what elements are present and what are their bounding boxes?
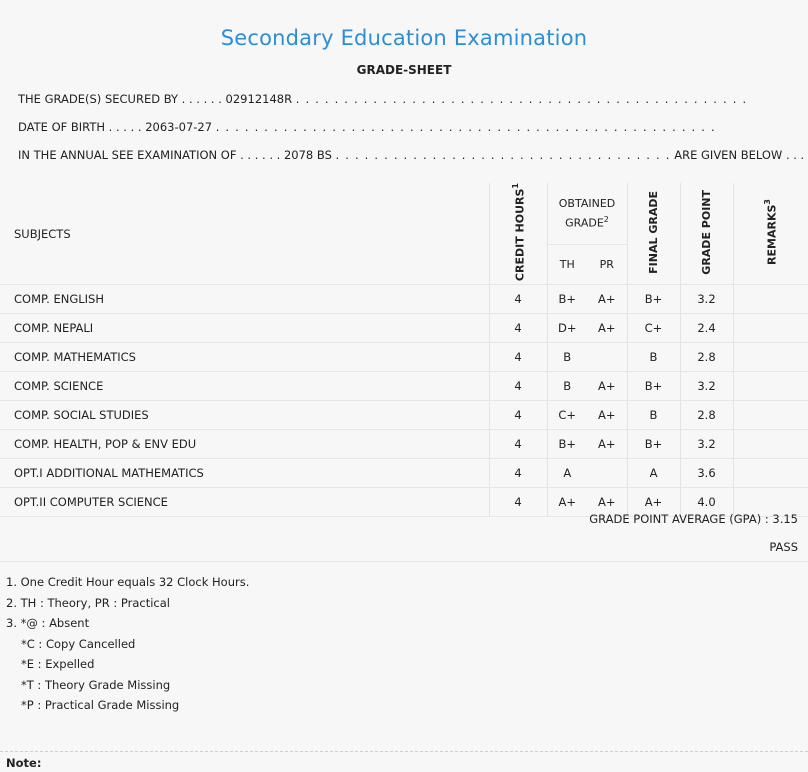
exam-label: IN THE ANNUAL SEE EXAMINATION OF . . . . . . — [18, 148, 281, 162]
table-row — [0, 314, 808, 343]
practical-grade-cell: A+ — [587, 285, 627, 314]
remarks-cell — [733, 459, 808, 488]
gpa-summary — [589, 512, 798, 526]
dob-value: 2063-07-27 — [145, 120, 213, 134]
theory-grade-cell: B+ — [547, 430, 587, 459]
theory-grade-cell: A+ — [547, 488, 587, 517]
footnote-item: 3. *@ : Absent — [6, 616, 90, 630]
practical-grade-cell — [587, 343, 627, 372]
footnote-item: *T : Theory Grade Missing — [21, 677, 171, 692]
final-grade-cell: B — [627, 401, 680, 430]
grade-point-cell: 3.2 — [680, 430, 733, 459]
final-grade-cell: A — [627, 459, 680, 488]
grades-table-container — [0, 183, 808, 517]
theory-grade-cell: B — [547, 372, 587, 401]
subject-cell: OPT.II COMPUTER SCIENCE — [0, 488, 489, 517]
footnotes — [6, 572, 249, 716]
practical-grade-cell: A+ — [587, 488, 627, 517]
subject-cell: COMP. NEPALI — [0, 314, 489, 343]
practical-grade-cell: A+ — [587, 401, 627, 430]
dot-leader: . . . . . . . . . . . . . . . . . . . . . . . . . . . . . . . . . . . — [335, 148, 671, 162]
practical-grade-cell: A+ — [587, 314, 627, 343]
grade-point-cell: 3.2 — [680, 285, 733, 314]
subject-cell: COMP. SCIENCE — [0, 372, 489, 401]
dot-leader: . . . . . . . . . . . . . . . . . . . . . . . . . . . . . . . . . . . . . . . . . . . . . . . . . . . . — [215, 120, 716, 134]
table-row — [0, 459, 808, 488]
credit-hours-cell: 4 — [489, 488, 547, 517]
footnote-item: 2. TH : Theory, PR : Practical — [6, 595, 170, 610]
page-title: Secondary Education Examination — [220, 26, 588, 50]
header-remarks: REMARKS$^3$ — [733, 183, 808, 285]
final-grade-cell: B+ — [627, 372, 680, 401]
dob-line — [18, 120, 716, 134]
grade-sheet-heading: GRADE-SHEET — [356, 63, 452, 77]
grade-point-cell: 4.0 — [680, 488, 733, 517]
final-grade-cell: A+ — [627, 488, 680, 517]
final-grade-cell: B — [627, 343, 680, 372]
header-obtained-grade: OBTAINED GRADE$^2$ — [547, 183, 627, 244]
grade-point-cell: 2.8 — [680, 343, 733, 372]
credit-hours-cell: 4 — [489, 459, 547, 488]
credit-hours-cell: 4 — [489, 314, 547, 343]
table-row — [0, 401, 808, 430]
remarks-cell — [733, 372, 808, 401]
remarks-cell — [733, 285, 808, 314]
exam-line — [18, 148, 804, 162]
dob-label: DATE OF BIRTH . . . . . — [18, 120, 142, 134]
credit-hours-cell: 4 — [489, 401, 547, 430]
footnote-item: 1. One Credit Hour equals 32 Clock Hours. — [6, 575, 250, 589]
dot-leader: . . . . . . . . . . . . . . . . . . . . . . . . . . . . . . . . . . . . . . . . . . . . . . . — [295, 92, 748, 106]
gpa-label: GRADE POINT AVERAGE (GPA) : — [589, 512, 769, 526]
table-row — [0, 343, 808, 372]
exam-suffix: ARE GIVEN BELOW . . . — [674, 148, 805, 162]
subject-cell: COMP. HEALTH, POP & ENV EDU — [0, 430, 489, 459]
header-th: TH — [547, 244, 587, 284]
theory-grade-cell: B+ — [547, 285, 587, 314]
credit-hours-cell: 4 — [489, 430, 547, 459]
remarks-cell — [733, 314, 808, 343]
footnote-item: *C : Copy Cancelled — [21, 636, 136, 651]
note-label: Note: — [6, 756, 42, 770]
grade-point-cell: 2.8 — [680, 401, 733, 430]
credit-hours-cell: 4 — [489, 285, 547, 314]
subject-cell: OPT.I ADDITIONAL MATHEMATICS — [0, 459, 489, 488]
secured-by-line — [18, 92, 747, 106]
subject-cell: COMP. ENGLISH — [0, 285, 489, 314]
credit-hours-cell: 4 — [489, 372, 547, 401]
exam-year: 2078 BS — [283, 148, 332, 162]
dashed-divider — [0, 751, 808, 752]
grades-table — [0, 183, 808, 517]
subject-cell: COMP. SOCIAL STUDIES — [0, 401, 489, 430]
symbol-number: 02912148R — [225, 92, 293, 106]
theory-grade-cell: B — [547, 343, 587, 372]
remarks-cell — [733, 401, 808, 430]
grade-point-cell: 3.6 — [680, 459, 733, 488]
header-subjects: SUBJECTS — [0, 183, 489, 285]
grade-point-cell: 3.2 — [680, 372, 733, 401]
final-grade-cell: B+ — [627, 285, 680, 314]
divider — [0, 561, 808, 562]
theory-grade-cell: C+ — [547, 401, 587, 430]
header-pr: PR — [587, 244, 627, 284]
grade-point-cell: 2.4 — [680, 314, 733, 343]
table-row — [0, 430, 808, 459]
practical-grade-cell: A+ — [587, 372, 627, 401]
footnote-item: *E : Expelled — [21, 657, 95, 671]
header-credit-hours: CREDIT HOURS$^1$ — [489, 183, 547, 285]
table-row — [0, 372, 808, 401]
practical-grade-cell: A+ — [587, 430, 627, 459]
header-grade-point: GRADE POINT — [680, 183, 733, 285]
final-grade-cell: B+ — [627, 430, 680, 459]
remarks-cell — [733, 430, 808, 459]
table-row — [0, 285, 808, 314]
final-grade-cell: C+ — [627, 314, 680, 343]
header-final-grade: FINAL GRADE — [627, 183, 680, 285]
result-status: PASS — [769, 540, 798, 554]
subject-cell: COMP. MATHEMATICS — [0, 343, 489, 372]
theory-grade-cell: D+ — [547, 314, 587, 343]
theory-grade-cell: A — [547, 459, 587, 488]
footnote-item: *P : Practical Grade Missing — [21, 698, 180, 712]
gpa-value: 3.15 — [772, 512, 798, 526]
credit-hours-cell: 4 — [489, 343, 547, 372]
remarks-cell — [733, 343, 808, 372]
practical-grade-cell — [587, 459, 627, 488]
secured-by-label: THE GRADE(S) SECURED BY . . . . . . — [18, 92, 222, 106]
